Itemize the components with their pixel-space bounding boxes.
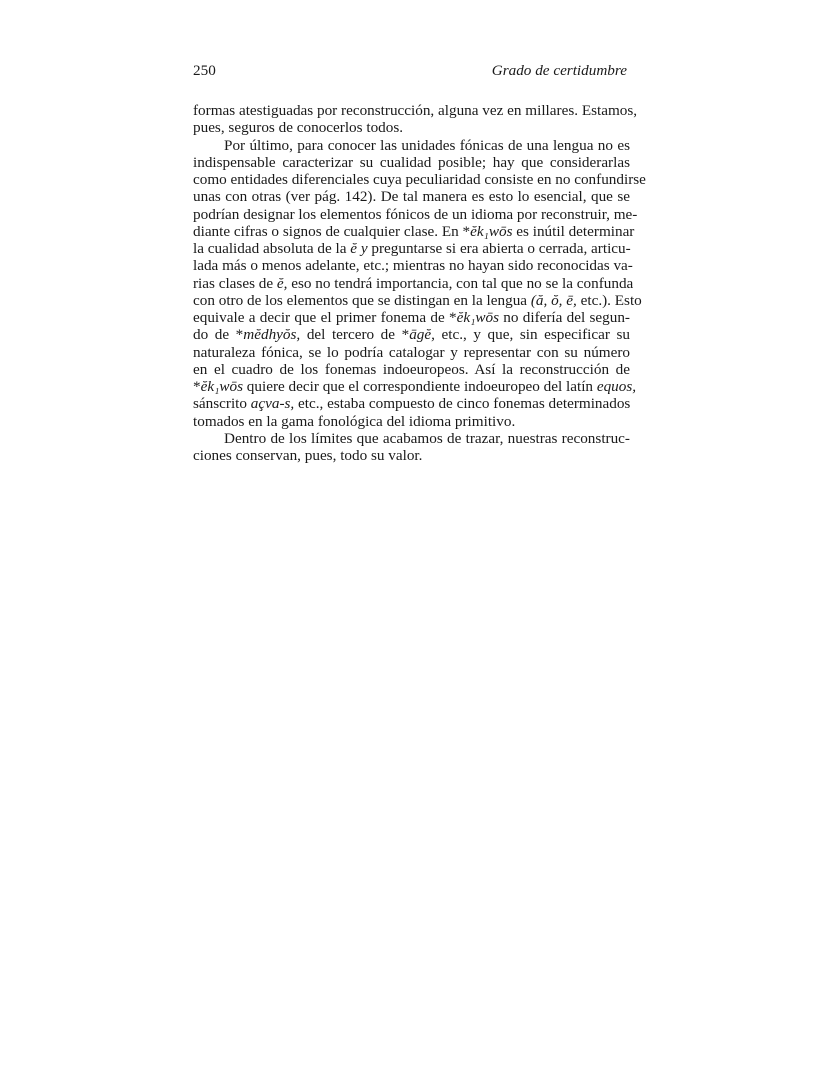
text-line: tomados en la gama fonológica del idioma primitivo. [193, 412, 516, 430]
text-line: formas atestiguadas por reconstrucción, alguna vez en millares. Estamos, [193, 102, 638, 119]
text-line: ciones conservan, pues, todo su valor. [193, 447, 423, 464]
text-line: con otro de los elementos que se distingan en la lengua (ă, ŏ, ē, etc.). Esto [193, 291, 642, 309]
text-line: unas con otras (ver pág. 142). De tal manera es esto lo esencial, que se [193, 188, 630, 206]
text-line: la cualidad absoluta de la ĕ y preguntarse si era abierta o cerrada, articu- [193, 240, 631, 257]
page-number: 250 [193, 62, 216, 79]
text-line: Dentro de los límites que acabamos de trazar, nuestras reconstruc- [224, 429, 630, 447]
text-line: *ĕk₁wōs quiere decir que el correspondiente indoeuropeo del latín equos, [193, 378, 637, 395]
text-line: naturaleza fónica, se lo podría catalogar y representar con su número [193, 343, 630, 361]
text-line: diante cifras o signos de cualquier clase. En *ĕk₁wōs es inútil determinar [193, 222, 635, 240]
text-line: pues, seguros de conocerlos todos. [193, 119, 404, 137]
running-header [193, 60, 630, 86]
body-text [193, 102, 646, 464]
book-page [193, 60, 646, 464]
text-line: Por último, para conocer las unidades fónicas de una lengua no es [224, 136, 630, 154]
text-line: do de *mĕdhyŏs, del tercero de *āgĕ, etc., y que, sin especificar su [193, 326, 630, 344]
text-line: indispensable caracterizar su cualidad posible; hay que considerarlas [193, 153, 630, 171]
text-line: sánscrito açva-s, etc., estaba compuesto de cinco fonemas determinados [193, 395, 631, 413]
text-line: en el cuadro de los fonemas indoeuropeos. Así la reconstrucción de [193, 360, 630, 378]
running-title: Grado de certidumbre [491, 62, 627, 79]
text-line: como entidades diferenciales cuya peculiaridad consiste en no confundirse [193, 171, 646, 188]
text-line: rias clases de ĕ, eso no tendrá importancia, con tal que no se la confunda [193, 274, 634, 292]
text-line: podrían designar los elementos fónicos de un idioma por reconstruir, me- [193, 205, 638, 223]
text-line: lada más o menos adelante, etc.; mientras no hayan sido reconocidas va- [193, 257, 633, 275]
text-line: equivale a decir que el primer fonema de *ĕk₁wōs no difería del segun- [193, 309, 630, 326]
